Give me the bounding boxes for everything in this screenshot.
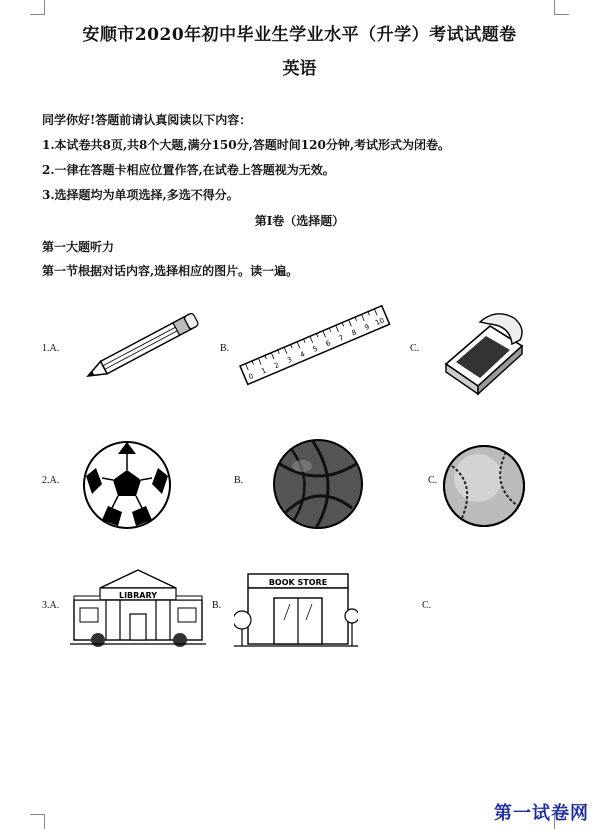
ruler-number: 10 bbox=[374, 316, 386, 328]
q3-option-a-label: 3.A. bbox=[42, 600, 60, 611]
basketball-picture bbox=[272, 438, 364, 530]
ruler-number: 3 bbox=[286, 355, 294, 365]
ruler-number: 0 bbox=[247, 371, 255, 382]
baseball-picture bbox=[442, 444, 526, 528]
ruler-number: 2 bbox=[273, 361, 281, 371]
ruler-number: 9 bbox=[363, 322, 371, 332]
ruler-number: 6 bbox=[324, 339, 332, 349]
bookstore-sign: BOOK STORE bbox=[268, 578, 328, 587]
ruler-picture bbox=[234, 300, 396, 392]
q1-option-a-label: 1.A. bbox=[42, 343, 60, 354]
instruction-greeting: 同学你好!答题前请认真阅读以下内容： bbox=[42, 113, 252, 127]
q1-option-b-label: B. bbox=[220, 343, 230, 354]
q3-option-c-label: C. bbox=[422, 600, 432, 611]
ruler-number: 7 bbox=[337, 333, 345, 343]
q3-option-b-label: B. bbox=[212, 600, 222, 611]
library-sign: LIBRARY bbox=[118, 591, 158, 600]
ruler-number: 5 bbox=[311, 344, 320, 354]
crop-mark-top-right bbox=[554, 0, 569, 15]
instruction-item-1: 1.本试卷共8页,共8个大题,满分150分,答题时间120分钟,考试形式为闭卷。 bbox=[42, 138, 451, 152]
part-title: 第一大题听力 bbox=[42, 240, 115, 254]
crop-mark-bottom-left bbox=[30, 814, 45, 829]
ruler-number: 1 bbox=[260, 366, 268, 376]
section-title: 第I卷（选择题） bbox=[254, 214, 345, 228]
soccer-ball-picture bbox=[82, 440, 172, 530]
exam-subject: 英语 bbox=[282, 59, 317, 79]
eraser-picture bbox=[440, 306, 528, 398]
ruler-number: 8 bbox=[350, 328, 358, 338]
crop-mark-top-left bbox=[30, 0, 45, 15]
q2-option-c-label: C. bbox=[428, 475, 438, 486]
ruler-number: 4 bbox=[298, 350, 307, 360]
pencil-picture bbox=[80, 308, 212, 384]
site-watermark: 第一试卷网 bbox=[494, 803, 589, 824]
q2-option-a-label: 2.A. bbox=[42, 475, 60, 486]
q1-option-c-label: C. bbox=[410, 343, 420, 354]
q2-option-b-label: B. bbox=[234, 475, 244, 486]
instruction-item-2: 2.一律在答题卡相应位置作答,在试卷上答题视为无效。 bbox=[42, 163, 335, 177]
subpart-title: 第一节根据对话内容,选择相应的图片。读一遍。 bbox=[42, 264, 299, 278]
library-building-picture bbox=[70, 566, 206, 650]
instruction-item-3: 3.选择题均为单项选择,多选不得分。 bbox=[42, 188, 239, 202]
bookstore-building-picture bbox=[234, 570, 358, 652]
exam-title: 安顺市2020年初中毕业生学业水平（升学）考试试题卷 bbox=[82, 25, 517, 45]
